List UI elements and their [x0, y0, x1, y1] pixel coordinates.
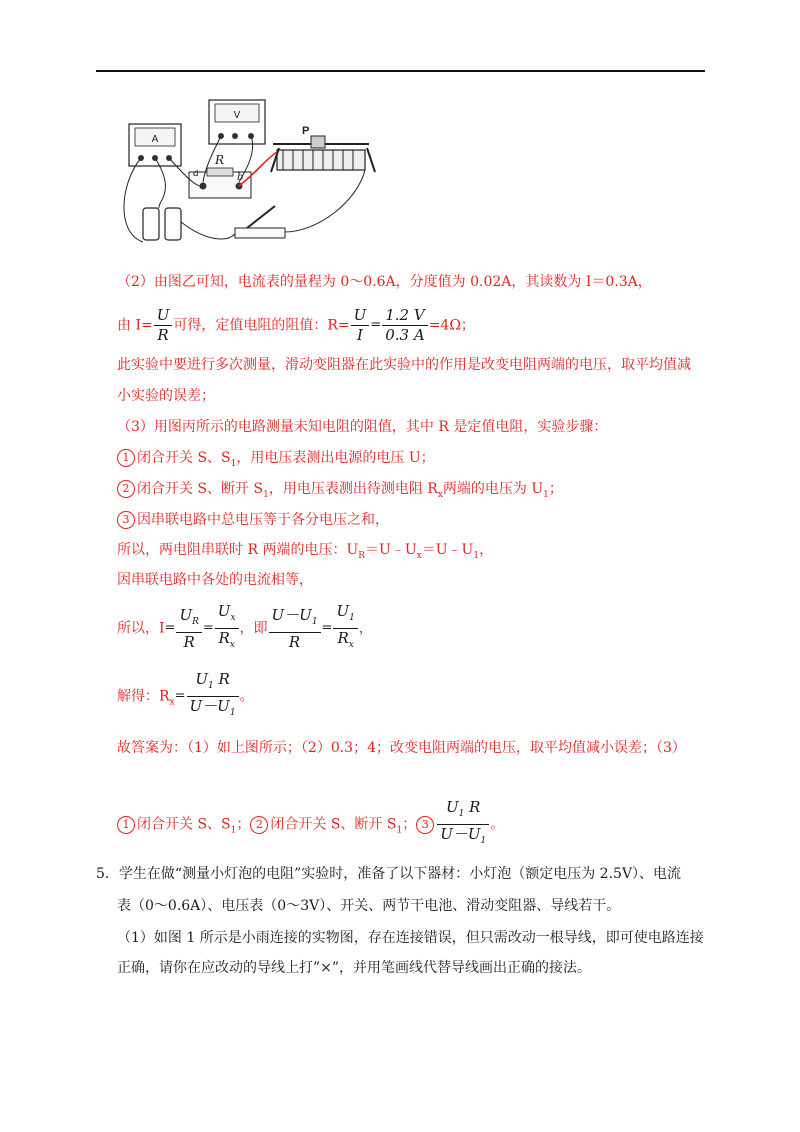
resistor-label: R	[215, 153, 225, 167]
step-2: 2 闭合开关 S、断开 $S_1$，用电压表测出待测电阻 $R_x$两端的电压为 $U_1$；	[117, 479, 563, 505]
answer-line-3: 此实验中要进行多次测量，滑动变阻器在此实验中的作用是改变电阻两端的电压，取平均值减	[117, 357, 691, 373]
answer-line-14: 1 闭合开关 S、$S_1$； 2 闭合开关 S、断开 $S_1$； 3 $\frac{U_1 R}{U-U_1}$ 。	[117, 798, 504, 851]
ammeter-label: A	[151, 134, 159, 145]
q5-line-3: （1）如图 1 所示是小雨连接的实物图，存在连接错误，但只需改动一根导线，即可使电路连接	[117, 930, 704, 946]
svg-text:b: b	[237, 172, 244, 183]
step-1: 1 闭合开关 S、$S_1$，用电压表测出电源的电压 U；	[117, 448, 435, 474]
answer-line-1: （2）由图乙可知，电流表的量程为 0～0.6A，分度值为 0.02A，其读数为 I＝0.3A，	[117, 274, 652, 290]
circuit-figure	[117, 92, 407, 252]
svg-text:a: a	[193, 168, 199, 179]
answer-line-9: 所以，两电阻串联时 R 两端的电压：$U_R=U﹣U_x=U﹣U_1$，	[117, 542, 494, 561]
q5-line-1: 5．学生在做“测量小灯泡的电阻”实验时，准备了以下器材：小灯泡（额定电压为 2.5V）、电流	[96, 866, 682, 882]
answer-line-11: 所以，I= $\frac{U_R}{R}$ = $\frac{U_x}{R_x}$ ，即 $\frac{U-U_1}{R}$ = $\frac{U_1}{R_x}$ ，	[117, 602, 373, 651]
answer-line-13: 故答案为：（1）如上图所示；（2）0.3；4；改变电阻两端的电压，取平均值减小误差；（3）	[117, 740, 686, 756]
slider-label: P	[302, 125, 310, 137]
voltmeter-label: V	[233, 110, 241, 121]
q5-line-4: 正确，请你在应改动的导线上打”×”，并用笔画线代替导线画出正确的接法。	[117, 960, 592, 976]
answer-line-4: 小实验的误差；	[117, 388, 215, 404]
q5-line-2: 表（0～0.6A）、电压表（0～3V）、开关、两节干电池、滑动变阻器、导线若干。	[117, 898, 621, 914]
header-rule	[96, 70, 705, 72]
answer-line-2: 由 I= $\frac{U}{R}$ 可得，定值电阻的阻值：R= $\frac{U}{I}$ = $\frac{1.2 V}{0.3 A}$ =4Ω；	[117, 306, 475, 344]
answer-line-10: 因串联电路中各处的电流相等，	[117, 572, 313, 588]
answer-line-12: 解得：$R_x=$ $\frac{U_1 R}{U-U_1}$ 。	[117, 670, 254, 718]
rheostat-body	[277, 150, 365, 170]
answer-line-5: （3）用图丙所示的电路测量未知电阻的阻值，其中 R 是定值电阻，实验步骤：	[117, 419, 608, 435]
step-3: 3 因串联电路中总电压等于各分电压之和，	[117, 510, 389, 530]
